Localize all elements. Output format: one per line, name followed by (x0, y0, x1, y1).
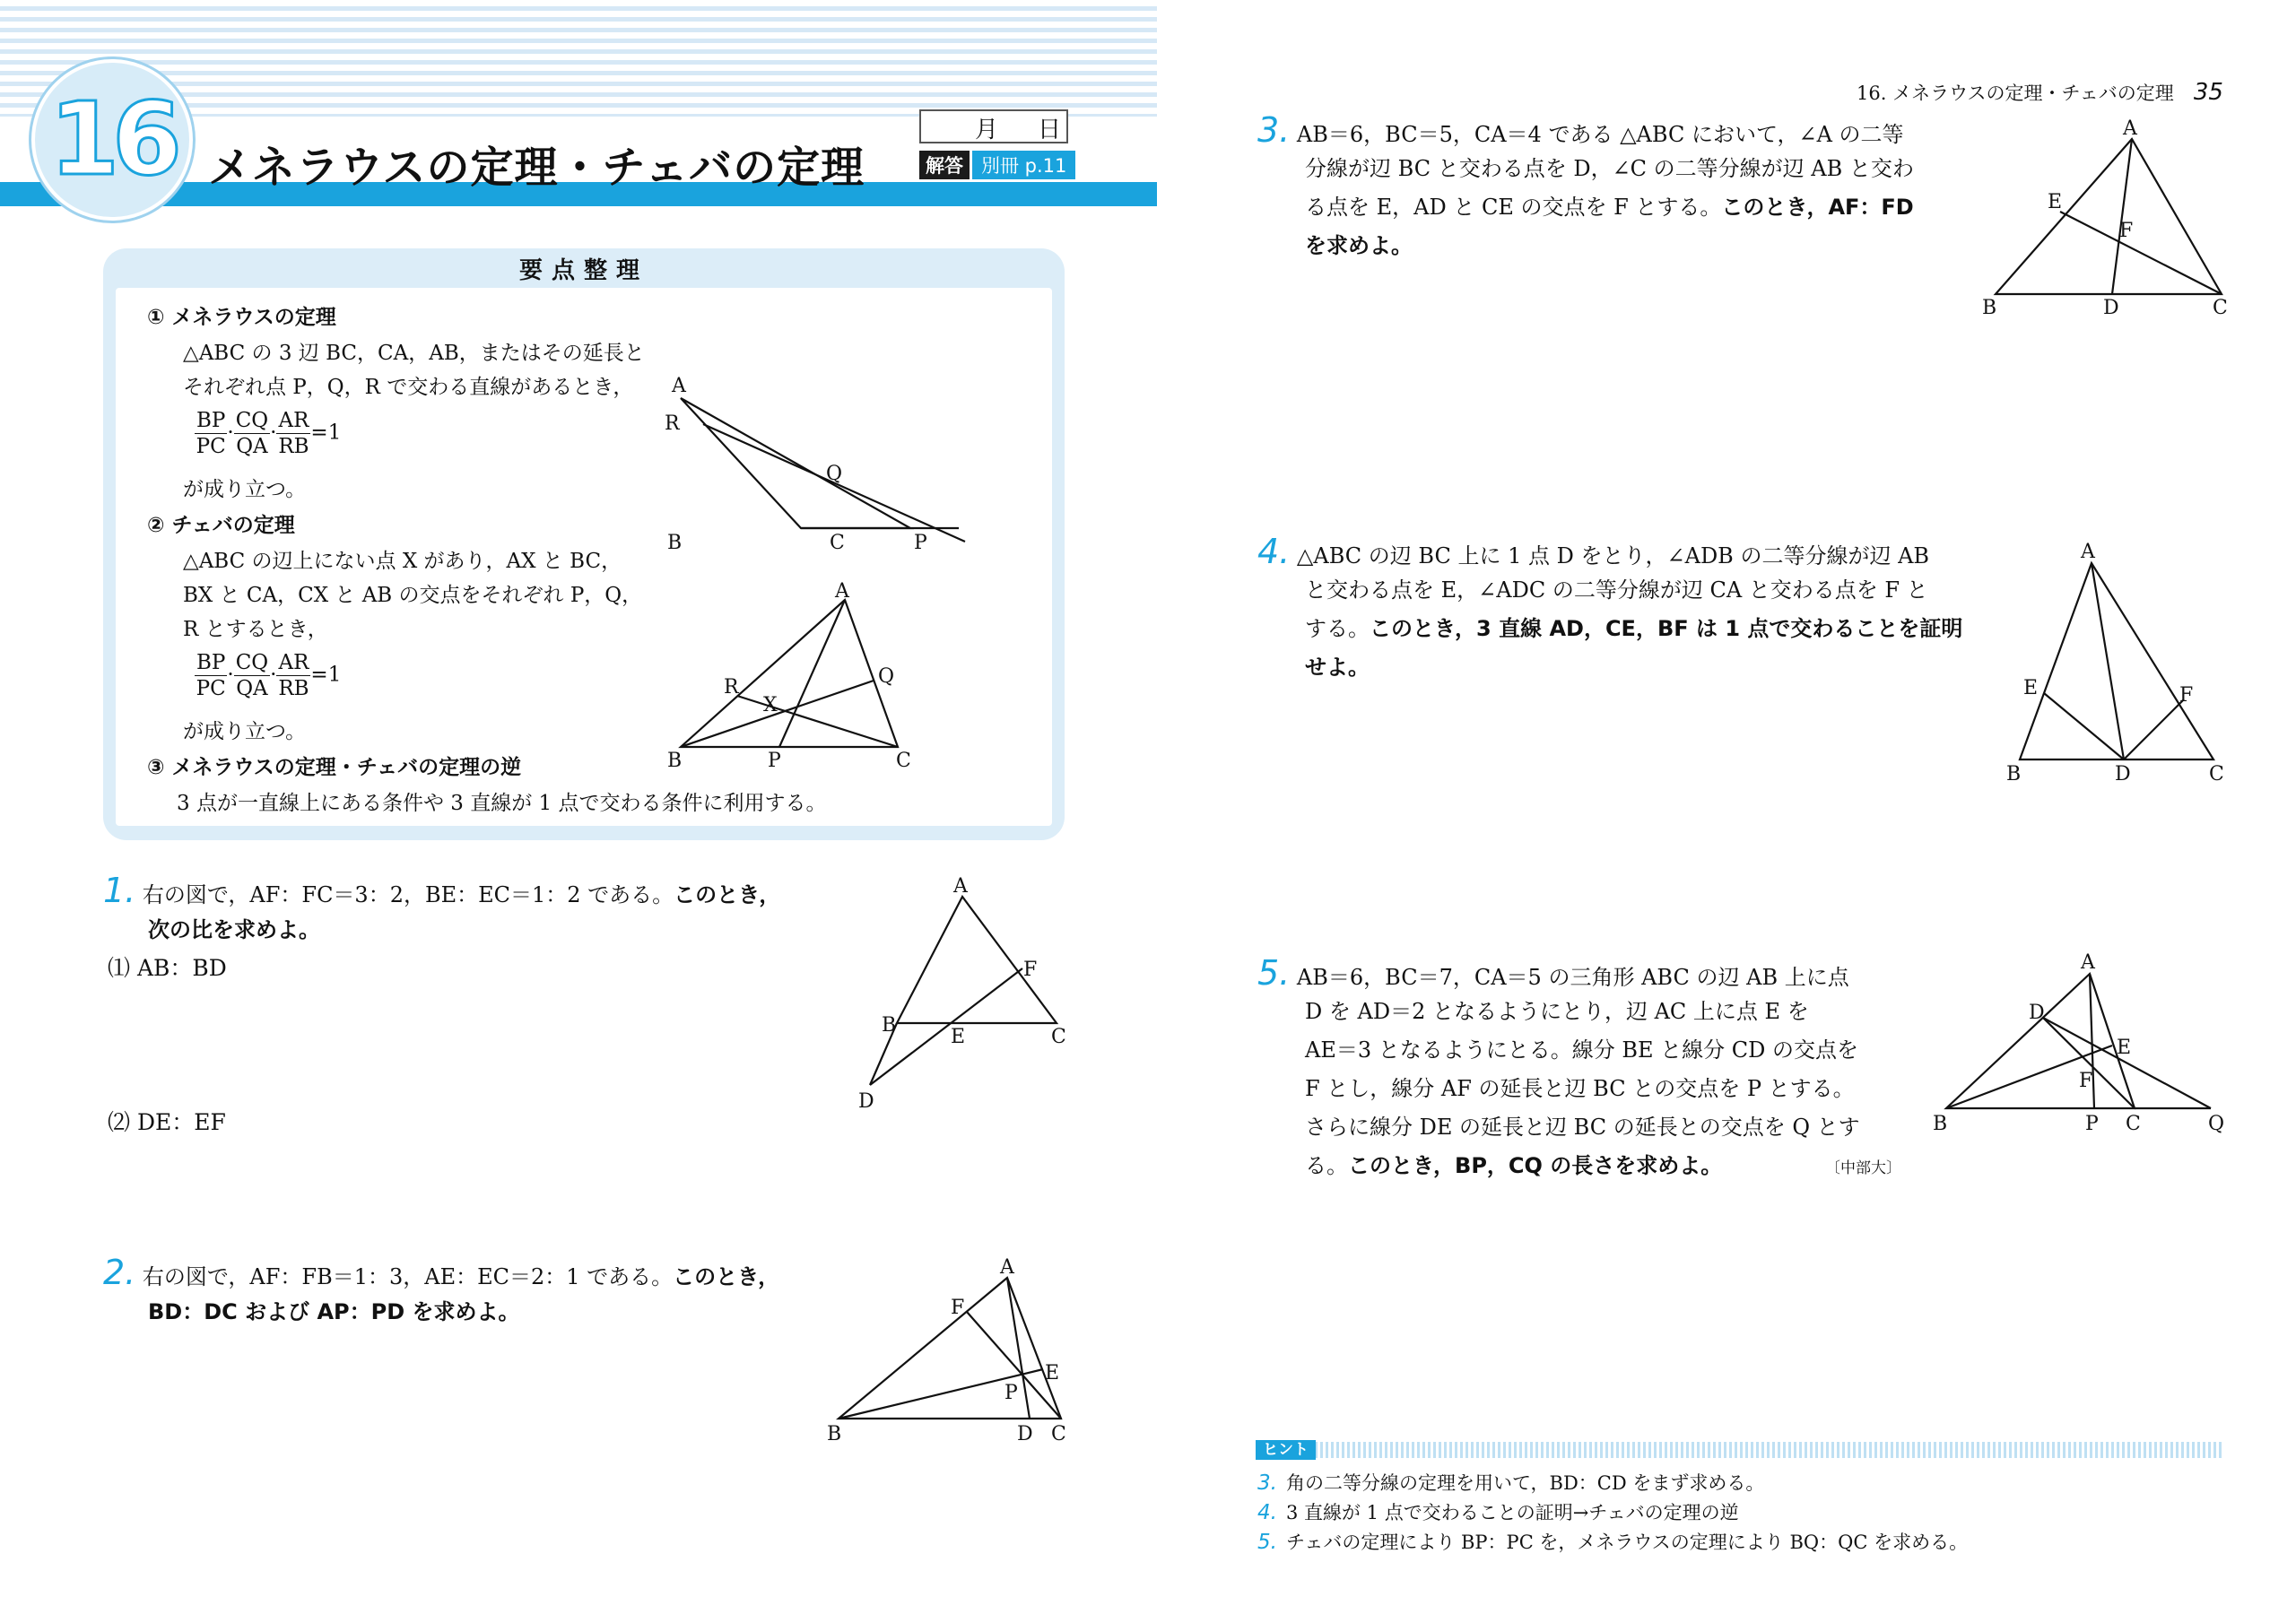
ceva-formula: $\frac{BP}{PC}$ · $\frac{CQ}{QA}$ · $\frac{AR}{RB}$ =1 (196, 651, 342, 700)
page-number: 35 (2193, 79, 2223, 106)
problem-1-sub2: ⑵ DE：EF (108, 1109, 226, 1135)
menelaus-after: が成り立つ。 (183, 478, 307, 501)
problem-2-text-a: 右の図で，AF：FB＝1：3，AE：EC＝2：1 である。 (142, 1264, 674, 1289)
svg-text:Q: Q (2208, 1113, 2225, 1135)
svg-text:F: F (2079, 1070, 2093, 1092)
problem-5-line2: D を AD＝2 となるようにとり，辺 AC 上に点 E を (1305, 999, 1809, 1024)
date-month: 月 (975, 117, 999, 143)
svg-text:A: A (2081, 541, 2095, 563)
svg-text:E: E (2048, 191, 2063, 213)
problem-2-text-b: このとき， (673, 1264, 780, 1289)
problem-5-line5: さらに線分 DE の延長と辺 BC の延長との交点を Q とす (1305, 1115, 1860, 1140)
problem-2-text-c: BD：DC および AP：PD を求めよ。 (148, 1299, 520, 1324)
svg-text:F: F (951, 1297, 965, 1319)
answer-label: 解答 (919, 151, 970, 179)
answer-ref: 別冊 p.11 (972, 151, 1075, 179)
problem-3-line1: AB＝6，BC＝5，CA＝4 である △ABC において，∠A の二等 (1296, 122, 1904, 147)
svg-text:A: A (1000, 1256, 1014, 1279)
problem-5-line4: F とし，線分 AF の延長と辺 BC との交点を P とする。 (1305, 1076, 1855, 1101)
svg-text:E: E (951, 1026, 966, 1048)
svg-text:C: C (1051, 1026, 1066, 1048)
svg-text:C: C (2209, 763, 2224, 785)
svg-text:C: C (896, 750, 911, 772)
date-day: 日 (1038, 117, 1062, 143)
converse-title: ③ メネラウスの定理・チェバの定理の逆 (147, 756, 522, 779)
ceva-line2: BX と CA，CX と AB の交点をそれぞれ P，Q， (183, 584, 643, 607)
svg-text:D: D (2115, 763, 2131, 785)
svg-text:B: B (827, 1423, 842, 1445)
problem-5-line6: る。このとき，BP，CQ の長さを求めよ。 (1305, 1153, 1723, 1178)
svg-text:B: B (1982, 297, 1997, 319)
converse-line1: 3 点が一直線上にある条件や 3 直線が 1 点で交わる条件に利用する。 (177, 792, 827, 815)
problem-3-line2: 分線が辺 BC と交わる点を D，∠C の二等分線が辺 AB と交わ (1305, 156, 1914, 181)
svg-text:B: B (882, 1014, 897, 1037)
svg-text:Q: Q (826, 463, 843, 485)
svg-text:B: B (1933, 1113, 1948, 1135)
problem-3-line4: を求めよ。 (1305, 233, 1413, 258)
problem-4-line2: と交わる点を E，∠ADC の二等分線が辺 CA と交わる点を F と (1305, 577, 1928, 603)
svg-text:P: P (768, 750, 781, 772)
svg-text:C: C (1051, 1423, 1066, 1445)
svg-text:E: E (1045, 1362, 1060, 1384)
problem-5-number: 5. (1257, 953, 1291, 993)
ceva-after: が成り立つ。 (183, 720, 307, 743)
ceva-line1: △ABC の辺上にない点 X があり，AX と BC， (183, 550, 622, 573)
svg-text:C: C (2213, 297, 2228, 319)
svg-text:A: A (2123, 117, 2137, 140)
svg-text:C: C (830, 532, 845, 554)
svg-text:D: D (1017, 1423, 1033, 1445)
ceva-line3: R とするとき， (183, 618, 328, 641)
svg-text:Q: Q (878, 665, 895, 688)
summary-heading: 要点整理 (518, 257, 648, 284)
lesson-number: 16 (49, 82, 175, 198)
problem-3-line3: る点を E，AD と CE の交点を F とする。このとき，AF：FD (1305, 195, 1914, 220)
svg-text:P: P (914, 532, 927, 554)
problem-3-number: 3. (1257, 110, 1291, 150)
svg-text:B: B (2006, 763, 2022, 785)
svg-text:B: B (667, 532, 683, 554)
problem-1-number: 1. (103, 871, 136, 910)
svg-text:D: D (2103, 297, 2119, 319)
menelaus-title: ① メネラウスの定理 (147, 306, 336, 329)
svg-text:P: P (2085, 1113, 2099, 1135)
problem-4-line3: する。このとき，3 直線 AD，CE，BF は 1 点で交わることを証明 (1305, 616, 1963, 641)
svg-text:R: R (724, 676, 739, 699)
menelaus-line2: それぞれ点 P，Q，R で交わる直線があるとき， (183, 376, 634, 399)
svg-text:X: X (763, 694, 778, 716)
svg-text:C: C (2126, 1113, 2141, 1135)
problem-2-number: 2. (103, 1253, 136, 1292)
svg-text:D: D (2029, 1002, 2045, 1024)
problem-4-number: 4. (1257, 532, 1291, 571)
svg-text:E: E (2117, 1037, 2132, 1059)
hint-item: 3. 角の二等分線の定理を用いて，BD：CD をまず求める。 (1257, 1471, 1765, 1495)
problem-5-source: 〔中部大〕 (1825, 1159, 1901, 1177)
svg-text:P: P (1004, 1382, 1018, 1404)
svg-text:E: E (2023, 677, 2039, 699)
svg-text:F: F (1023, 959, 1038, 981)
svg-text:F: F (2119, 220, 2134, 242)
svg-text:D: D (858, 1090, 874, 1113)
ceva-title: ② チェバの定理 (147, 514, 295, 537)
svg-text:B: B (667, 750, 683, 772)
problem-1-sub1: ⑴ AB：BD (108, 955, 227, 981)
problem-5-line3: AE＝3 となるようにとる。線分 BE と線分 CD の交点を (1305, 1037, 1859, 1063)
menelaus-formula: $\frac{BP}{PC}$ · $\frac{CQ}{QA}$ · $\frac{AR}{RB}$ =1 (196, 409, 342, 458)
svg-text:R: R (665, 412, 680, 435)
svg-text:A: A (953, 875, 968, 898)
problem-1-text-b: このとき， (674, 882, 781, 907)
problem-5-line1: AB＝6，BC＝7，CA＝5 の三角形 ABC の辺 AB 上に点 (1296, 965, 1849, 990)
problem-1-text-c: 次の比を求めよ。 (148, 917, 320, 942)
problem-4-line4: せよ。 (1305, 655, 1370, 680)
menelaus-line1: △ABC の 3 辺 BC，CA，AB，またはその延長と (183, 342, 645, 365)
problem-1-text-a: 右の図で，AF：FC＝3：2，BE：EC＝1：2 である。 (142, 882, 674, 907)
running-head-title: 16. メネラウスの定理・チェバの定理 (1857, 82, 2174, 104)
svg-text:F: F (2179, 684, 2194, 707)
svg-text:A: A (672, 375, 686, 397)
hint-item: 5. チェバの定理により BP：PC を，メネラウスの定理により BQ：QC を求める。 (1257, 1531, 1969, 1554)
hint-item: 4. 3 直線が 1 点で交わることの証明→チェバの定理の逆 (1257, 1501, 1739, 1524)
hint-tag: ヒント (1256, 1440, 1316, 1460)
svg-text:A: A (2081, 951, 2095, 974)
page-title: メネラウスの定理・チェバの定理 (208, 143, 865, 193)
problem-4-line1: △ABC の辺 BC 上に 1 点 D をとり，∠ADB の二等分線が辺 AB (1296, 543, 1930, 568)
svg-text:A: A (835, 580, 849, 603)
hint-bar (1256, 1442, 2224, 1458)
